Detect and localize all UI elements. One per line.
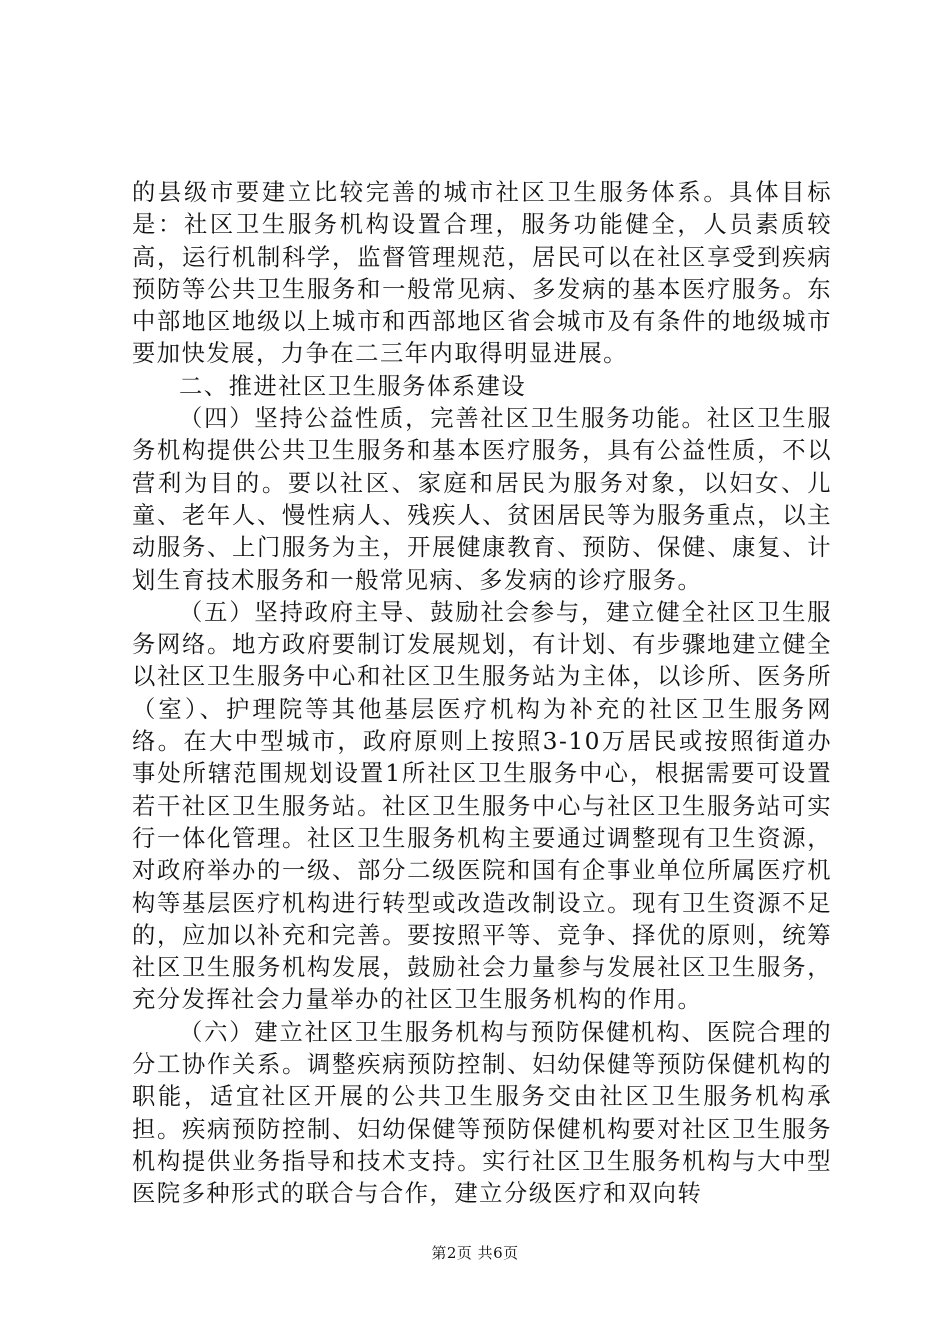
paragraph-development-goals: 的县级市要建立比较完善的城市社区卫生服务体系。具体目标是：社区卫生服务机构设置合理，服务功能健全，人员素质较高，运行机制科学，监督管理规范，居民可以在社区享受到疾病预防等公共卫生服务和一般常见病、多发病的基本医疗服务。东中部地区地级以上城市和西部地区省会城市及有条件的地级城市要加快发展，力争在二三年内取得明显进展。 xyxy=(132,179,832,368)
document-body xyxy=(132,177,832,1211)
section-heading-system-construction: 二、推进社区卫生服务体系建设 xyxy=(179,372,527,400)
paragraph-item-5-service-network: （五）坚持政府主导、鼓励社会参与，建立健全社区卫生服务网络。地方政府要制订发展规划，有计划、有步骤地建立健全以社区卫生服务中心和社区卫生服务站为主体，以诊所、医务所（室）、护理院等其他基层医疗机构为补充的社区卫生服务网络。在大中型城市，政府原则上按照3-10万居民或按照街道办事处所辖范围规划设置1所社区卫生服务中心，根据需要可设置若干社区卫生服务站。社区卫生服务中心与社区卫生服务站可实行一体化管理。社区卫生服务机构主要通过调整现有卫生资源，对政府举办的一级、部分二级医院和国有企事业单位所属医疗机构等基层医疗机构进行转型或改造改制设立。现有卫生资源不足的，应加以补充和完善。要按照平等、竞争、择优的原则，统筹社区卫生服务机构发展，鼓励社会力量参与发展社区卫生服务，充分发挥社会力量举办的社区卫生服务机构的作用。 xyxy=(132,598,832,1014)
paragraph-item-6-cooperation: （六）建立社区卫生服务机构与预防保健机构、医院合理的分工协作关系。调整疾病预防控制、妇幼保健等预防保健机构的职能，适宜社区开展的公共卫生服务交由社区卫生服务机构承担。疾病预防控制、妇幼保健等预防保健机构要对社区卫生服务机构提供业务指导和技术支持。实行社区卫生服务机构与大中型医院多种形式的联合与合作，建立分级医疗和双向转 xyxy=(132,1018,832,1208)
paragraph-item-4-public-welfare: （四）坚持公益性质，完善社区卫生服务功能。社区卫生服务机构提供公共卫生服务和基本医疗服务，具有公益性质，不以营利为目的。要以社区、家庭和居民为服务对象，以妇女、儿童、老年人、慢性病人、残疾人、贫困居民等为服务重点，以主动服务、上门服务为主，开展健康教育、预防、保健、康复、计划生育技术服务和一般常见病、多发病的诊疗服务。 xyxy=(132,405,832,594)
page-number-footer: 第2页 共6页 xyxy=(431,1244,519,1262)
